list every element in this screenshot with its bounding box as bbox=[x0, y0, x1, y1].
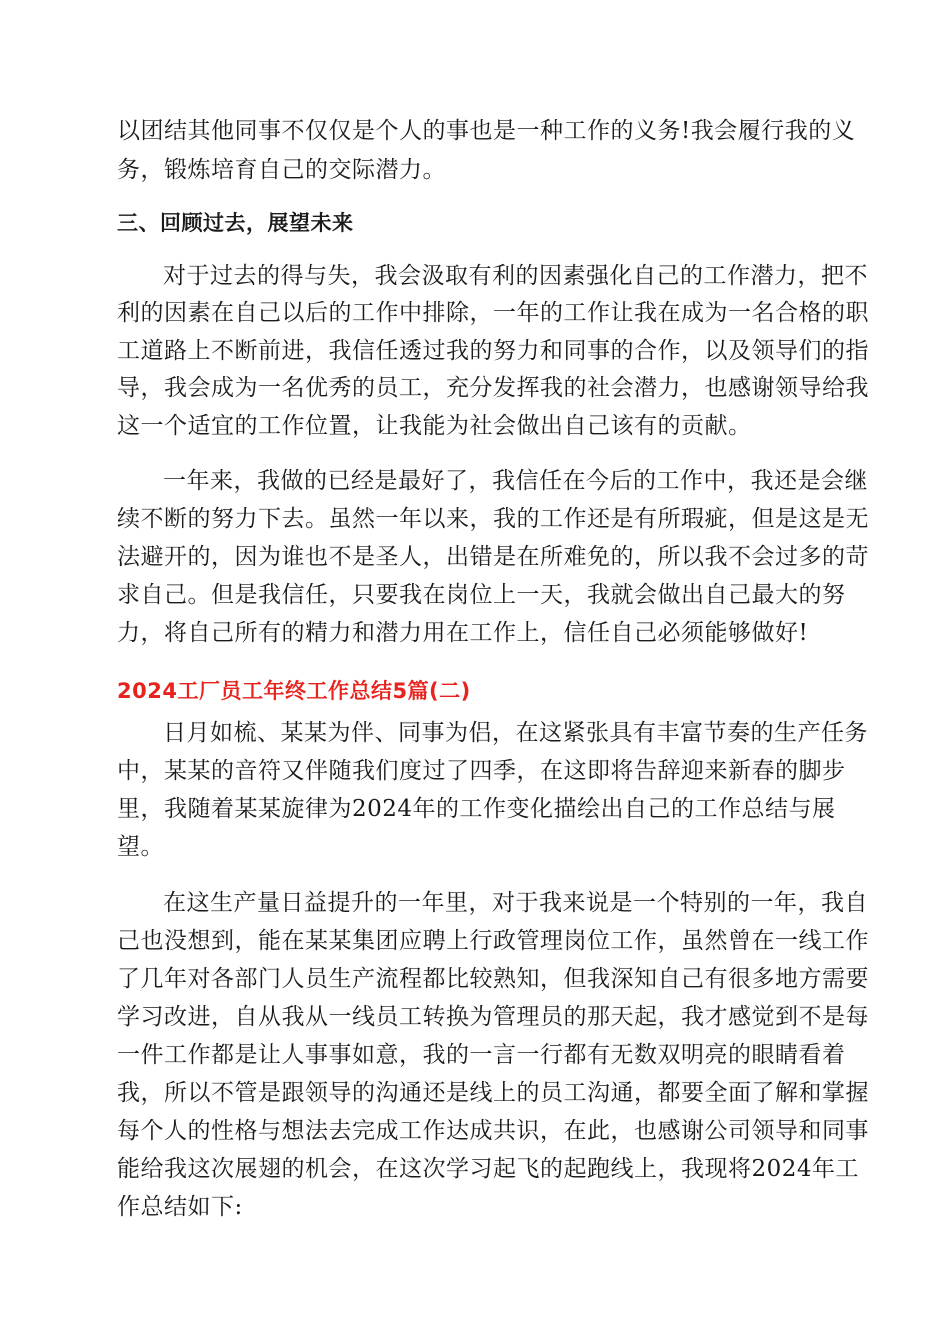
paragraph-line: 法避开的，因为谁也不是圣人，出错是在所难免的，所以我不会过多的苛 bbox=[117, 544, 869, 570]
paragraph-line: 学习改进，自从我从一线员工转换为管理员的那天起，我才感觉到不是每 bbox=[117, 1004, 869, 1030]
paragraph-line: 每个人的性格与想法去完成工作达成共识，在此，也感谢公司领导和同事 bbox=[117, 1118, 869, 1144]
paragraph-line: 利的因素在自己以后的工作中排除，一年的工作让我在成为一名合格的职 bbox=[117, 300, 869, 326]
paragraph-line: 续不断的努力下去。虽然一年以来，我的工作还是有所瑕疵，但是这是无 bbox=[117, 506, 869, 532]
paragraph-line: 中，某某的音符又伴随我们度过了四季，在这即将告辞迎来新春的脚步 bbox=[117, 758, 846, 784]
paragraph-line: 工道路上不断前进，我信任透过我的努力和同事的合作，以及领导们的指 bbox=[117, 338, 869, 364]
paragraph-line: 能给我这次展翅的机会，在这次学习起飞的起跑线上，我现将2024年工 bbox=[117, 1156, 860, 1182]
paragraph-line: 力，将自己所有的精力和潜力用在工作上，信任自己必须能够做好! bbox=[117, 620, 809, 646]
section-heading: 三、回顾过去，展望未来 bbox=[117, 211, 354, 235]
paragraph-line: 作总结如下: bbox=[117, 1194, 243, 1220]
article-title: 2024工厂员工年终工作总结5篇(二) bbox=[117, 679, 471, 703]
paragraph-line: 在这生产量日益提升的一年里，对于我来说是一个特别的一年，我自 bbox=[163, 890, 868, 916]
paragraph-line: 一件工作都是让人事事如意，我的一言一行都有无数双明亮的眼睛看着 bbox=[117, 1042, 846, 1068]
paragraph-line: 这一个适宜的工作位置，让我能为社会做出自己该有的贡献。 bbox=[117, 413, 752, 439]
paragraph-line: 望。 bbox=[117, 834, 164, 860]
paragraph-line: 求自己。但是我信任，只要我在岗位上一天，我就会做出自己最大的努 bbox=[117, 582, 846, 608]
paragraph-line: 对于过去的得与失，我会汲取有利的因素强化自己的工作潜力，把不 bbox=[163, 263, 868, 289]
paragraph-line: 日月如梳、某某为伴、同事为侣，在这紧张具有丰富节奏的生产任务 bbox=[163, 720, 868, 746]
paragraph-line: 我，所以不管是跟领导的沟通还是线上的员工沟通，都要全面了解和掌握 bbox=[117, 1080, 869, 1106]
paragraph-line: 了几年对各部门人员生产流程都比较熟知，但我深知自己有很多地方需要 bbox=[117, 966, 869, 992]
paragraph-line: 以团结其他同事不仅仅是个人的事也是一种工作的义务!我会履行我的义 bbox=[117, 118, 856, 144]
paragraph-line: 务，锻炼培育自己的交际潜力。 bbox=[117, 157, 446, 183]
paragraph-line: 导，我会成为一名优秀的员工，充分发挥我的社会潜力，也感谢领导给我 bbox=[117, 375, 869, 401]
paragraph-line: 里，我随着某某旋律为2024年的工作变化描绘出自己的工作总结与展 bbox=[117, 796, 836, 822]
paragraph-line: 一年来，我做的已经是最好了，我信任在今后的工作中，我还是会继 bbox=[163, 468, 868, 494]
paragraph-line: 己也没想到，能在某某集团应聘上行政管理岗位工作，虽然曾在一线工作 bbox=[117, 928, 869, 954]
